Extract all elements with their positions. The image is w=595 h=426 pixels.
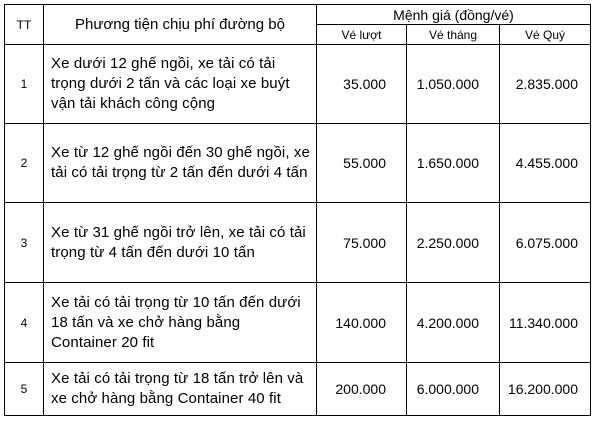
row-number: 4 [5,283,44,363]
price-quarter: 4.455.000 [500,124,591,203]
row-number: 2 [5,124,44,203]
vehicle-description: Xe tải có tải trọng từ 18 tấn trở lên và xe chở hàng bằng Container 40 fit [44,363,317,416]
price-single: 35.000 [317,45,407,124]
table-row [5,45,591,124]
price-quarter: 6.075.000 [500,203,591,283]
vehicle-description: Xe từ 12 ghế ngồi đến 30 ghế ngồi, xe tải có tải trọng từ 2 tấn đến dưới 4 tấn [44,124,317,203]
vehicle-description: Xe dưới 12 ghế ngồi, xe tải có tải trọng dưới 2 tấn và các loại xe buýt vận tải khách công cộng [44,45,317,124]
price-month: 1.650.000 [407,124,500,203]
price-month: 4.200.000 [407,283,500,363]
vehicle-description: Xe từ 31 ghế ngồi trở lên, xe tải có tải trọng từ 4 tấn đến dưới 10 tấn [44,203,317,283]
header-row [5,5,591,25]
header-ticket-single: Vé lượt [317,25,407,45]
price-month: 2.250.000 [407,203,500,283]
price-single: 200.000 [317,363,407,416]
row-number: 3 [5,203,44,283]
table-row [5,283,591,363]
table-body [5,45,591,416]
price-month: 1.050.000 [407,45,500,124]
row-number: 5 [5,363,44,416]
header-price-group: Mệnh giá (đồng/vé) [317,5,591,25]
price-quarter: 16.200.000 [500,363,591,416]
road-fee-table [4,4,591,416]
price-single: 75.000 [317,203,407,283]
table-row [5,203,591,283]
header-tt: TT [5,5,44,45]
table-row [5,124,591,203]
vehicle-description: Xe tải có tải trọng từ 10 tấn đến dưới 18 tấn và xe chở hàng bằng Container 20 fit [44,283,317,363]
table-row [5,363,591,416]
price-quarter: 2.835.000 [500,45,591,124]
header-vehicle: Phương tiện chịu phí đường bộ [44,5,317,45]
price-single: 55.000 [317,124,407,203]
row-number: 1 [5,45,44,124]
header-ticket-quarter: Vé Quý [500,25,591,45]
price-month: 6.000.000 [407,363,500,416]
price-single: 140.000 [317,283,407,363]
price-quarter: 11.340.000 [500,283,591,363]
header-ticket-month: Vé tháng [407,25,500,45]
table-header [5,5,591,45]
